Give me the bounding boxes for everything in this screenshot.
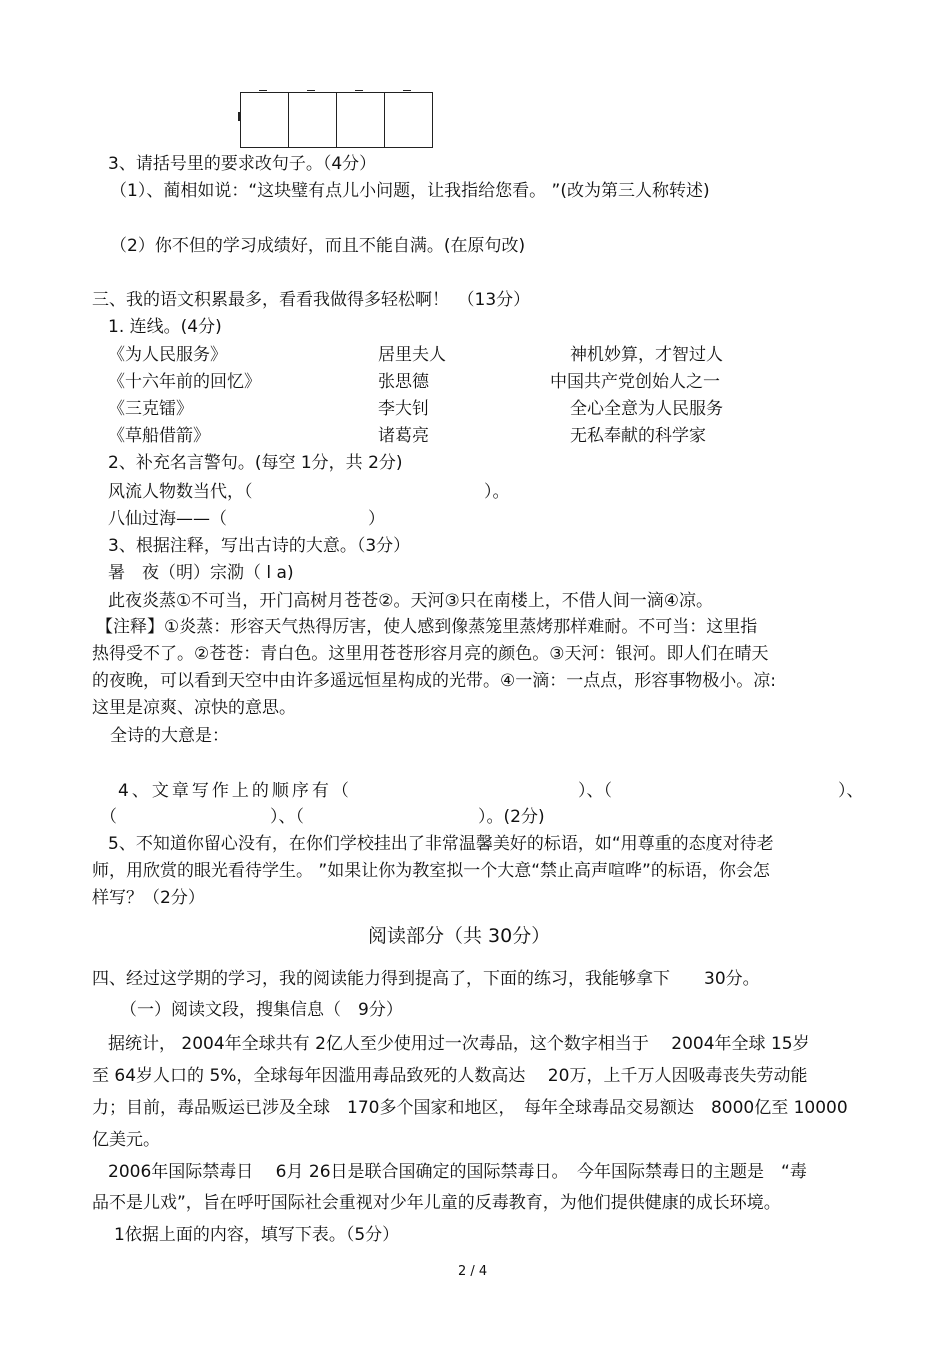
- poem-title: 暑 夜（明）宗泐（ l a): [108, 563, 294, 583]
- slogan-question-line: 师，用欣赏的眼光看待学生。 ”如果让你为教室拟一个大意“禁止高声喧哗”的标语，你会怎: [92, 861, 770, 881]
- match-mid: 居里夫人: [378, 345, 446, 365]
- q3-item-2: （2）你不但的学习成绩好，而且不能自满。(在原句改): [110, 236, 526, 256]
- passage-line: 品不是儿戏”，旨在呼吁国际社会重视对少年儿童的反毒教育，为他们提供健康的成长环境。: [92, 1193, 781, 1213]
- match-mid: 李大钊: [378, 399, 429, 419]
- slogan-question-line: 样写？（2分）: [92, 888, 205, 908]
- quotes-title: 2、补充名言警句。(每空 1分，共 2分): [108, 453, 403, 473]
- match-left: 《十六年前的回忆》: [108, 372, 261, 392]
- slogan-question-line: 5、不知道你留心没有，在你们学校挂出了非常温馨美好的标语，如“用尊重的态度对待老: [108, 834, 774, 854]
- match-right: 中国共产党创始人之一: [550, 372, 720, 392]
- passage-line: 2006年国际禁毒日 6月 26日是联合国确定的国际禁毒日。 今年国际禁毒日的主题是 “毒: [108, 1162, 807, 1182]
- match-right: 神机妙算，才智过人: [570, 345, 723, 365]
- grid-cell: [337, 93, 385, 147]
- note-line: 的夜晚，可以看到天空中由许多遥远恒星构成的光带。④一滴：一点点，形容事物极小。凉:: [92, 671, 776, 691]
- match-mid: 张思德: [378, 372, 429, 392]
- match-left: 《为人民服务》: [108, 345, 227, 365]
- page-number: 2 / 4: [458, 1264, 488, 1279]
- character-writing-grid: [240, 92, 433, 148]
- q3-heading: 3、请括号里的要求改句子。（4分）: [108, 154, 377, 174]
- match-right: 全心全意为人民服务: [570, 399, 723, 419]
- reading-section-title: 阅读部分（共 30分）: [368, 925, 551, 947]
- order-blank-sep: ）、（: [270, 807, 304, 827]
- order-blank-sep: ）、: [838, 781, 864, 801]
- order-question: 4、文章写作上的顺序有（: [118, 781, 352, 801]
- quote-1-prompt: 风流人物数当代，（: [108, 482, 253, 502]
- quote-2-prompt: 八仙过海——（: [108, 509, 227, 529]
- passage-line: 至 64岁人口的 5%，全球每年因滥用毒品致死的人数高达 20万，上千万人因吸毒丧失劳动能: [92, 1066, 808, 1086]
- order-blank-open: （: [100, 807, 117, 827]
- matching-title: 1. 连线。(4分): [108, 317, 222, 337]
- grid-cell: [289, 93, 337, 147]
- passage-line: 据统计， 2004年全球共有 2亿人至少使用过一次毒品，这个数字相当于 2004年全球 15岁: [108, 1034, 810, 1054]
- q3-item-1: （1）、蔺相如说：“这块璧有点儿小问题，让我指给您看。 ”(改为第三人称转述): [110, 181, 710, 201]
- quote-1-close: ）。: [484, 482, 510, 502]
- note-line: 热得受不了。②苍苍：青白色。这里用苍苍形容月亮的颜色。③天河：银河。即人们在晴天: [92, 644, 769, 664]
- order-blank-close: ）。(2分): [478, 807, 545, 827]
- poem-text: 此夜炎蒸①不可当，开门高树月苍苍②。天河③只在南楼上，不借人间一滴④凉。: [108, 591, 713, 611]
- subsection1-title: （一）阅读文段，搜集信息（ 9分）: [120, 1000, 403, 1020]
- passage-line: 力；目前，毒品贩运已涉及全球 170多个国家和地区， 每年全球毒品交易额达 8000亿至 10000: [92, 1098, 848, 1118]
- quote-2-close: ）: [368, 509, 385, 529]
- poem-question-title: 3、根据注释，写出古诗的大意。（3分）: [108, 536, 411, 556]
- note-line: 【注释】①炎蒸：形容天气热得厉害，使人感到像蒸笼里蒸烤那样难耐。不可当：这里指: [96, 617, 758, 637]
- match-left: 《草船借箭》: [108, 426, 210, 446]
- note-line: 这里是凉爽、凉快的意思。: [92, 698, 296, 718]
- grid-cell: [241, 93, 289, 147]
- order-blank-sep: ）、（: [578, 781, 612, 801]
- section3-title: 三、我的语文积累最多，看看我做得多轻松啊！ （13分）: [92, 290, 531, 310]
- grid-cell: [385, 93, 432, 147]
- match-left: 《三克镭》: [108, 399, 193, 419]
- meaning-label: 全诗的大意是：: [110, 726, 229, 746]
- match-right: 无私奉献的科学家: [570, 426, 706, 446]
- match-mid: 诸葛亮: [378, 426, 429, 446]
- passage-line: 亿美元。: [92, 1130, 160, 1150]
- section4-title: 四、经过这学期的学习，我的阅读能力得到提高了，下面的练习，我能够拿下 30分。: [92, 969, 760, 989]
- table-question: 1依据上面的内容，填写下表。（5分）: [114, 1225, 400, 1245]
